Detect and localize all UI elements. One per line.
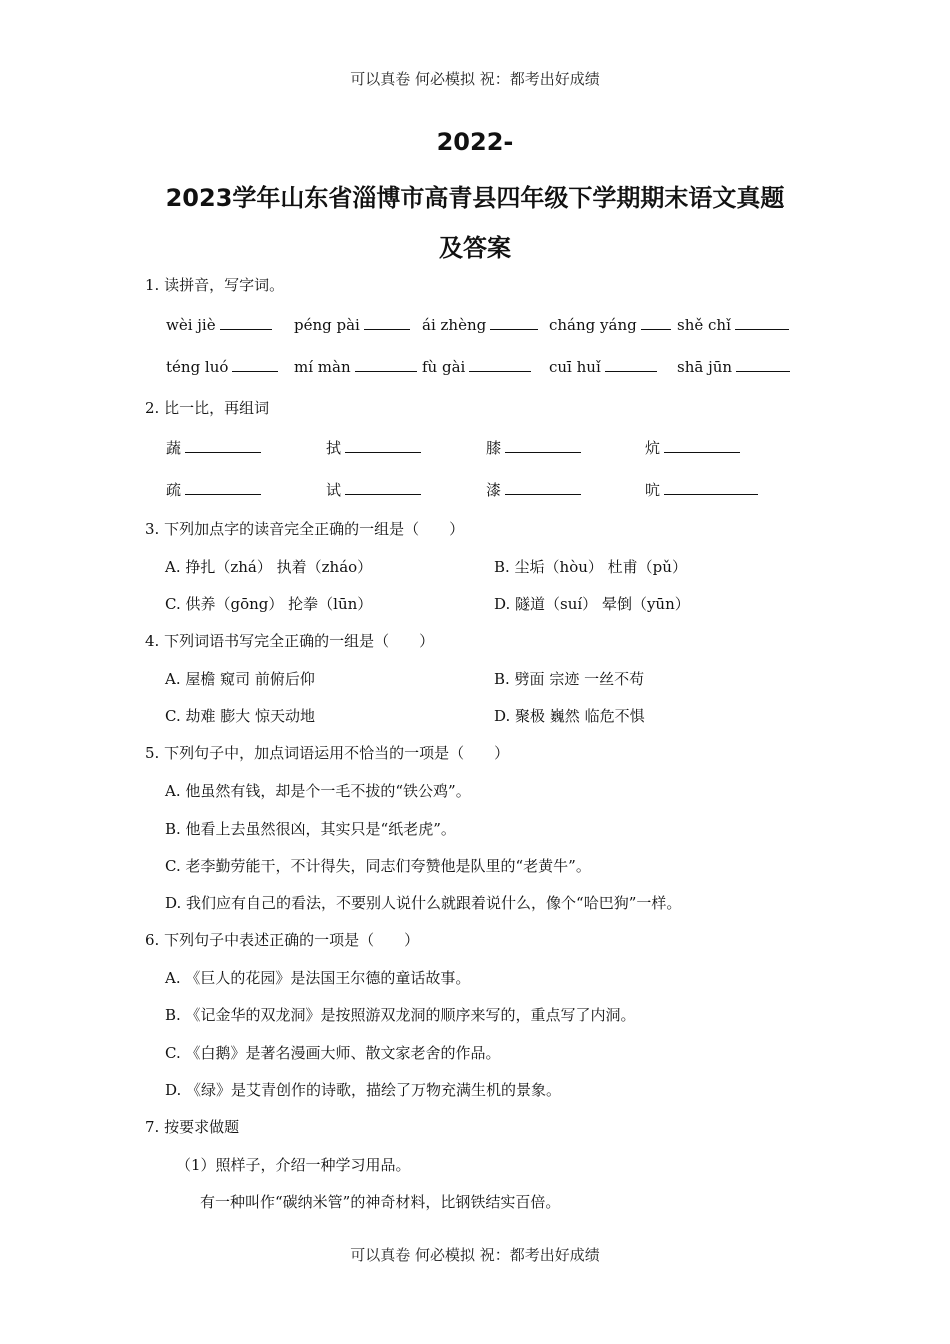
q5-option-c[interactable]: C. 老李勤劳能干，不计得失，同志们夸赞他是队里的“老黄牛”。 [165, 857, 591, 875]
q2-char-item: 炕 [645, 437, 740, 458]
answer-blank[interactable] [185, 480, 261, 495]
q1-pinyin-item: shā jūn [677, 357, 790, 376]
q4-option-c[interactable]: C. 劫难 膨大 惊天动地 [165, 707, 316, 725]
q1-pinyin-item: fù gài [422, 357, 531, 376]
q1-pinyin-item: cháng yáng [549, 315, 671, 334]
q5-option-b[interactable]: B. 他看上去虽然很凶，其实只是“纸老虎”。 [165, 820, 456, 838]
answer-blank[interactable] [664, 438, 740, 453]
answer-blank[interactable] [505, 438, 581, 453]
page-footer: 可以真卷 何必模拟 祝：都考出好成绩 [350, 1246, 600, 1264]
answer-blank[interactable] [364, 315, 410, 330]
q1-pinyin-item: shě chǐ [677, 315, 789, 334]
answer-blank[interactable] [605, 357, 657, 372]
q7-sub-question-1: （1）照样子，介绍一种学习用品。 [176, 1156, 411, 1174]
q1-pinyin-item: ái zhèng [422, 315, 538, 334]
q6-option-a[interactable]: A. 《巨人的花园》是法国王尔德的童话故事。 [165, 969, 471, 987]
q1-pinyin-item: mí màn [294, 357, 417, 376]
q6-option-b[interactable]: B. 《记金华的双龙洞》是按照游双龙洞的顺序来写的，重点写了内洞。 [165, 1006, 636, 1024]
answer-blank[interactable] [355, 357, 417, 372]
q4-stem: 4. 下列词语书写完全正确的一组是（ ） [145, 632, 435, 650]
q3-stem: 3. 下列加点字的读音完全正确的一组是（ ） [145, 520, 465, 538]
answer-blank[interactable] [469, 357, 531, 372]
q2-char-item: 吭 [645, 479, 758, 500]
q2-char-item: 蔬 [166, 437, 261, 458]
q5-option-d[interactable]: D. 我们应有自己的看法，不要别人说什么就跟着说什么，像个“哈巴狗”一样。 [165, 894, 682, 912]
answer-blank[interactable] [185, 438, 261, 453]
answer-blank[interactable] [736, 357, 790, 372]
answer-blank[interactable] [220, 315, 272, 330]
q3-option-d[interactable]: D. 隧道（suí） 晕倒（yūn） [494, 595, 690, 613]
q3-option-a[interactable]: A. 挣扎（zhá） 执着（zháo） [165, 558, 373, 576]
title-line-3: 及答案 [439, 234, 511, 262]
q3-option-b[interactable]: B. 尘垢（hòu） 杜甫（pǔ） [494, 558, 687, 576]
q2-char-item: 拭 [326, 437, 421, 458]
answer-blank[interactable] [641, 315, 671, 330]
answer-blank[interactable] [505, 480, 581, 495]
q6-stem: 6. 下列句子中表述正确的一项是（ ） [145, 931, 420, 949]
answer-blank[interactable] [232, 357, 278, 372]
q7-example-sentence: 有一种叫作“碳纳米管”的神奇材料，比钢铁结实百倍。 [200, 1193, 561, 1211]
page-header: 可以真卷 何必模拟 祝：都考出好成绩 [350, 70, 600, 88]
q5-option-a[interactable]: A. 他虽然有钱，却是个一毛不拔的“铁公鸡”。 [165, 782, 471, 800]
q1-pinyin-item: péng pài [294, 315, 410, 334]
answer-blank[interactable] [490, 315, 538, 330]
q6-option-c[interactable]: C. 《白鹅》是著名漫画大师、散文家老舍的作品。 [165, 1044, 501, 1062]
title-line-1: 2022- [436, 128, 514, 156]
q2-char-item: 疏 [166, 479, 261, 500]
q5-stem: 5. 下列句子中，加点词语运用不恰当的一项是（ ） [145, 744, 510, 762]
q1-stem: 1. 读拼音，写字词。 [145, 276, 285, 294]
q2-char-item: 试 [326, 479, 421, 500]
q2-char-item: 漆 [486, 479, 581, 500]
q2-char-item: 膝 [486, 437, 581, 458]
q3-option-c[interactable]: C. 供养（gōng） 抡拳（lūn） [165, 595, 373, 613]
answer-blank[interactable] [735, 315, 789, 330]
q4-option-b[interactable]: B. 劈面 宗迹 一丝不苟 [494, 670, 645, 688]
answer-blank[interactable] [664, 480, 758, 495]
q4-option-a[interactable]: A. 屋檐 窥司 前俯后仰 [165, 670, 315, 688]
q4-option-d[interactable]: D. 聚极 巍然 临危不惧 [494, 707, 645, 725]
q1-pinyin-item: wèi jiè [166, 315, 272, 334]
title-line-2: 2023学年山东省淄博市高青县四年级下学期期末语文真题 [165, 184, 785, 212]
answer-blank[interactable] [345, 480, 421, 495]
answer-blank[interactable] [345, 438, 421, 453]
q1-pinyin-item: cuī huǐ [549, 357, 657, 376]
q2-stem: 2. 比一比，再组词 [145, 399, 270, 417]
q1-pinyin-item: téng luó [166, 357, 278, 376]
q7-stem: 7. 按要求做题 [145, 1118, 240, 1136]
q6-option-d[interactable]: D. 《绿》是艾青创作的诗歌，描绘了万物充满生机的景象。 [165, 1081, 562, 1099]
